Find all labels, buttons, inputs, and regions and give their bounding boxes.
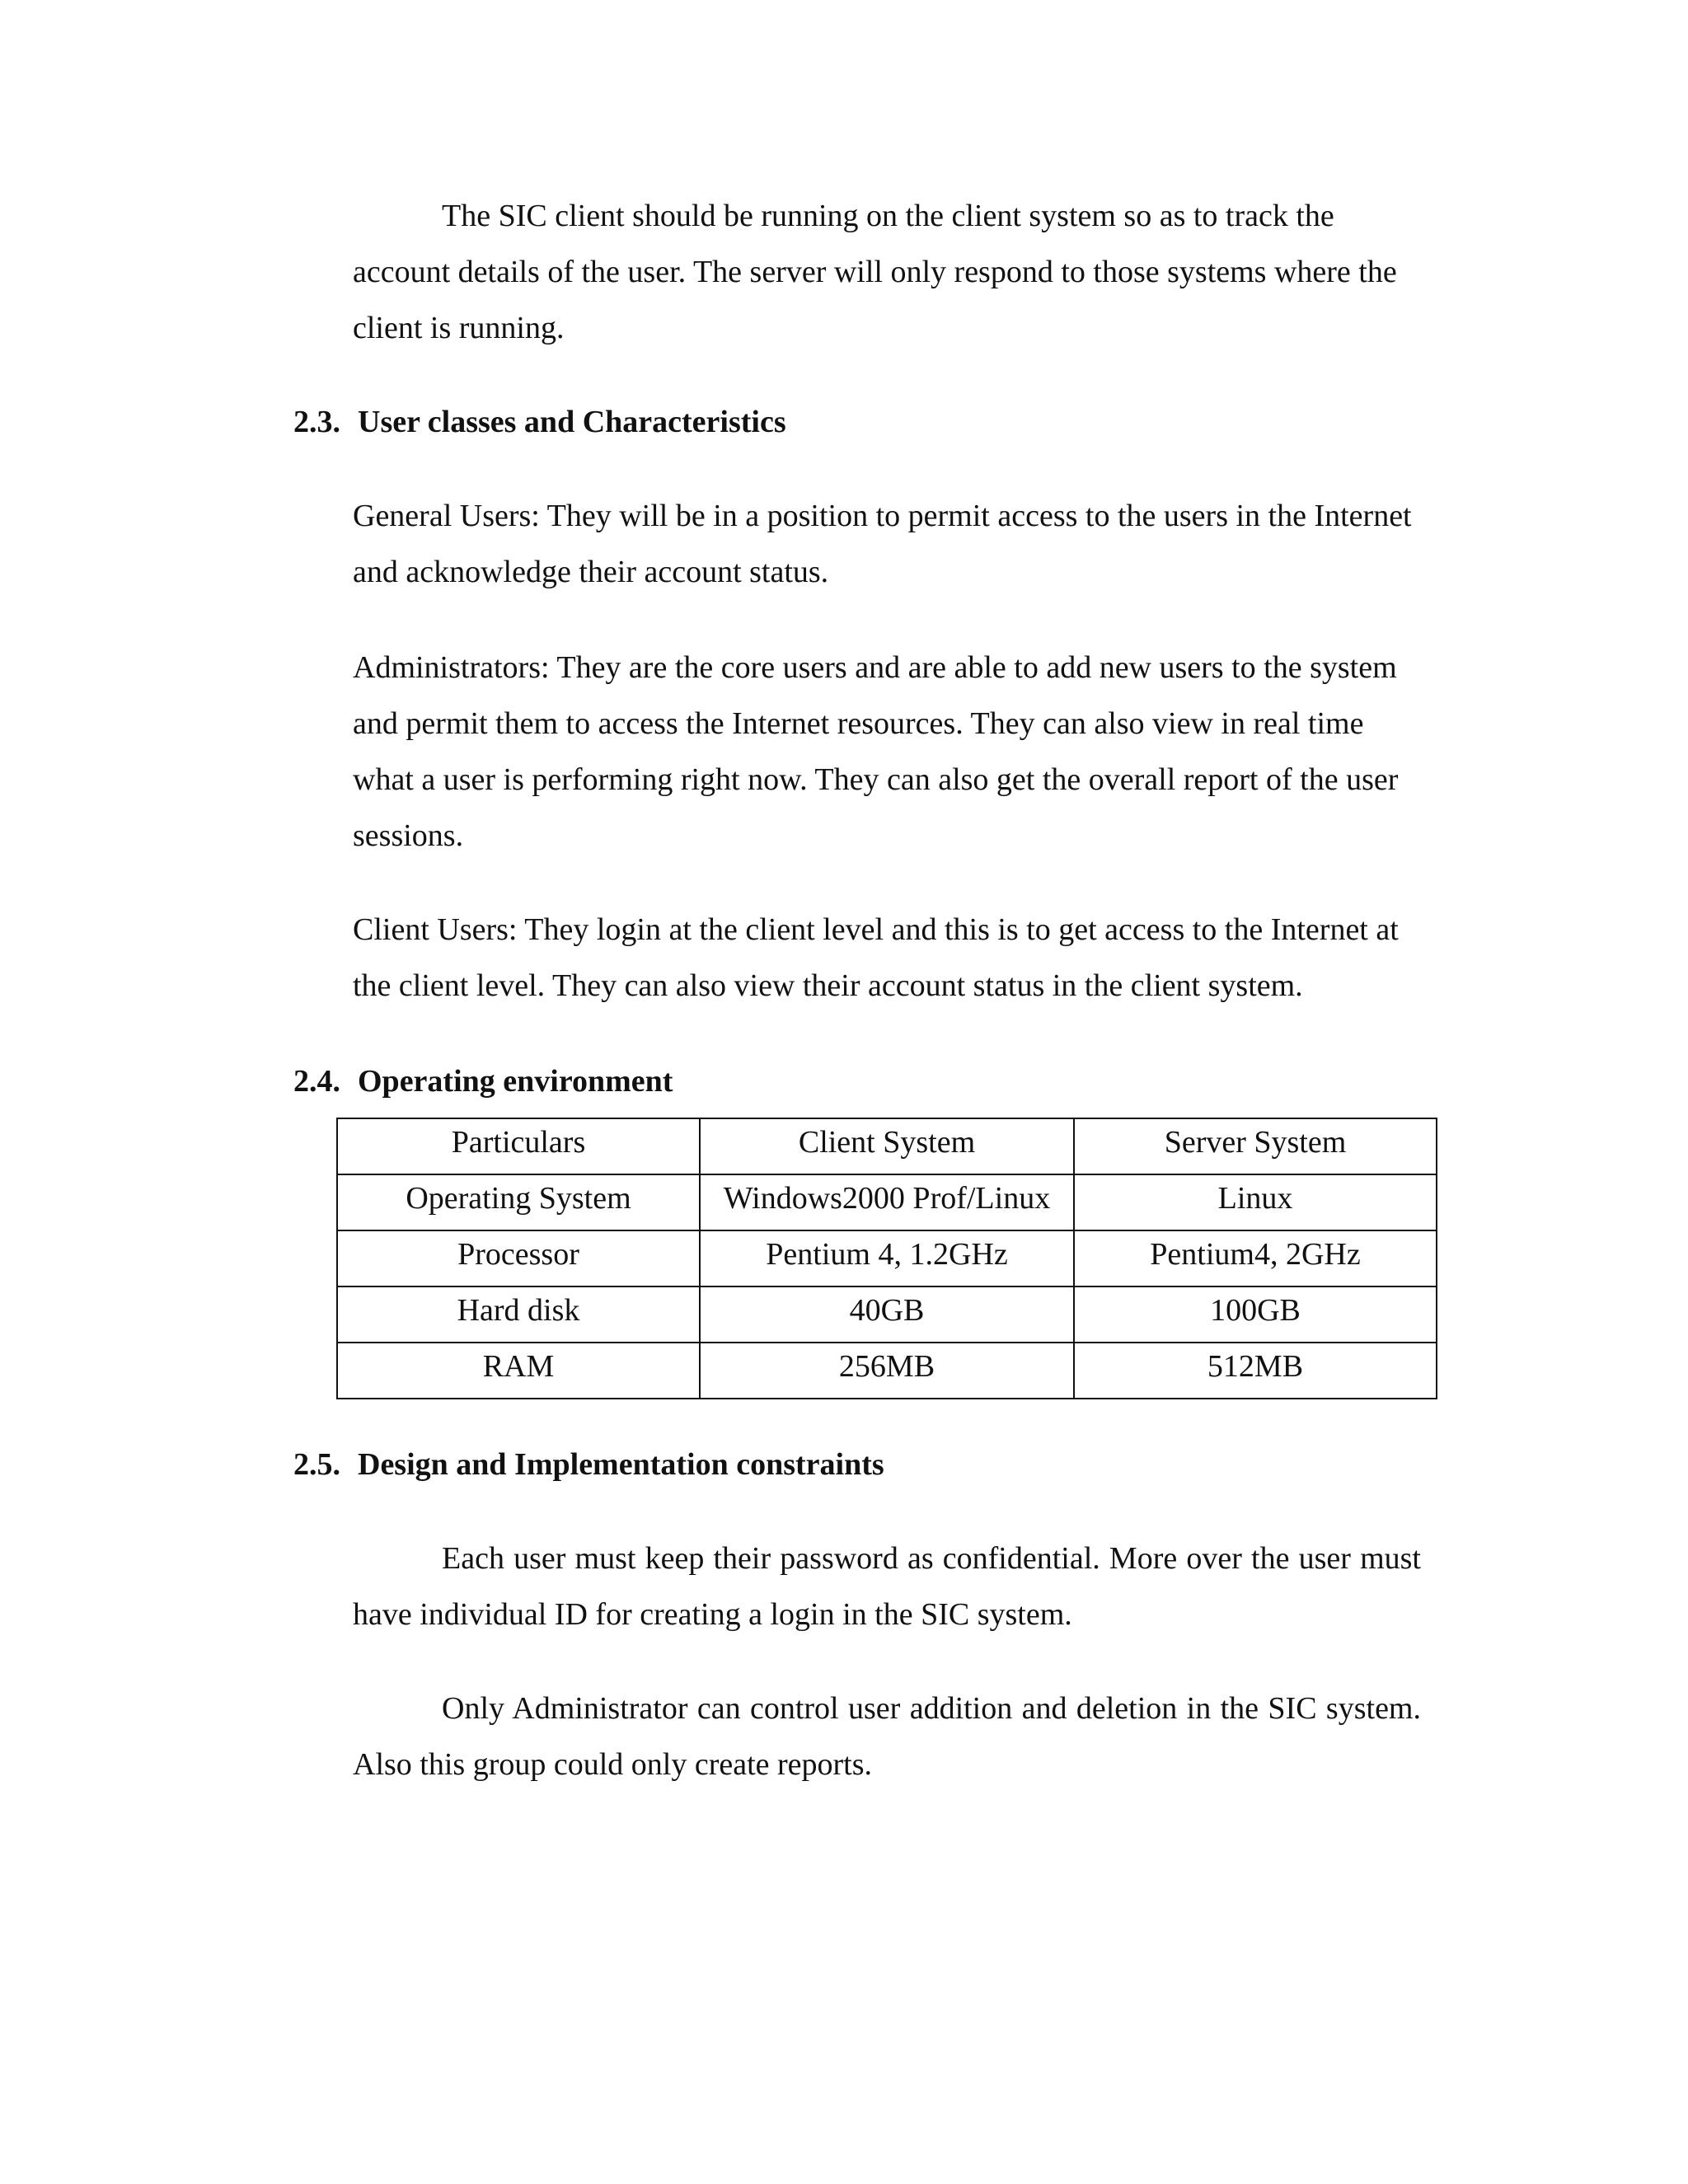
section-heading-2-5 [293,1444,884,1485]
table-row [337,1230,1437,1286]
table-header-row [337,1118,1437,1174]
constraints-paragraph-1: Each user must keep their password as confidential. More over the user must have individual ID for creating a login in the SIC system. [353,1541,1421,1632]
table-row [337,1174,1437,1230]
section-number: 2.4. [293,1064,340,1099]
table-cell: Hard disk [337,1286,700,1343]
section-title: Design and Implementation constraints [358,1447,884,1482]
table-cell: Pentium4, 2GHz [1074,1230,1437,1286]
section-heading-2-3 [293,401,786,443]
table-cell: Windows2000 Prof/Linux [700,1174,1074,1230]
table-row [337,1286,1437,1343]
client-users-paragraph: Client Users: They login at the client level and this is to get access to the Internet at the client level. They can also view their account status in the client system. [353,912,1399,1003]
section-title: User classes and Characteristics [358,405,786,439]
table-cell: Operating System [337,1174,700,1230]
general-users-paragraph: General Users: They will be in a position to permit access to the users in the Internet and acknowledge their account status. [353,499,1412,589]
section-number: 2.5. [293,1447,340,1482]
section-number: 2.3. [293,405,340,439]
table-cell: Processor [337,1230,700,1286]
table-cell: Linux [1074,1174,1437,1230]
section-title: Operating environment [358,1064,673,1099]
constraints-paragraph-2: Only Administrator can control user addition and deletion in the SIC system. Also this group could only create reports. [353,1691,1421,1782]
table-cell: 100GB [1074,1286,1437,1343]
table-row [337,1343,1437,1399]
table-header-cell: Server System [1074,1118,1437,1174]
table-cell: Pentium 4, 1.2GHz [700,1230,1074,1286]
section-heading-2-4 [293,1061,673,1102]
table-header-cell: Particulars [337,1118,700,1174]
table-cell: RAM [337,1343,700,1399]
intro-paragraph: The SIC client should be running on the client system so as to track the account details of the user. The server will only respond to those systems where the client is running. [353,199,1397,345]
table-cell: 40GB [700,1286,1074,1343]
administrators-paragraph: Administrators: They are the core users and are able to add new users to the system and permit them to access the Internet resources. They can also view in real time what a user is performing right now. They can also get the overall report of the user sessions. [353,650,1399,853]
operating-environment-table [336,1118,1437,1399]
table-header-cell: Client System [700,1118,1074,1174]
table-cell: 512MB [1074,1343,1437,1399]
table-cell: 256MB [700,1343,1074,1399]
